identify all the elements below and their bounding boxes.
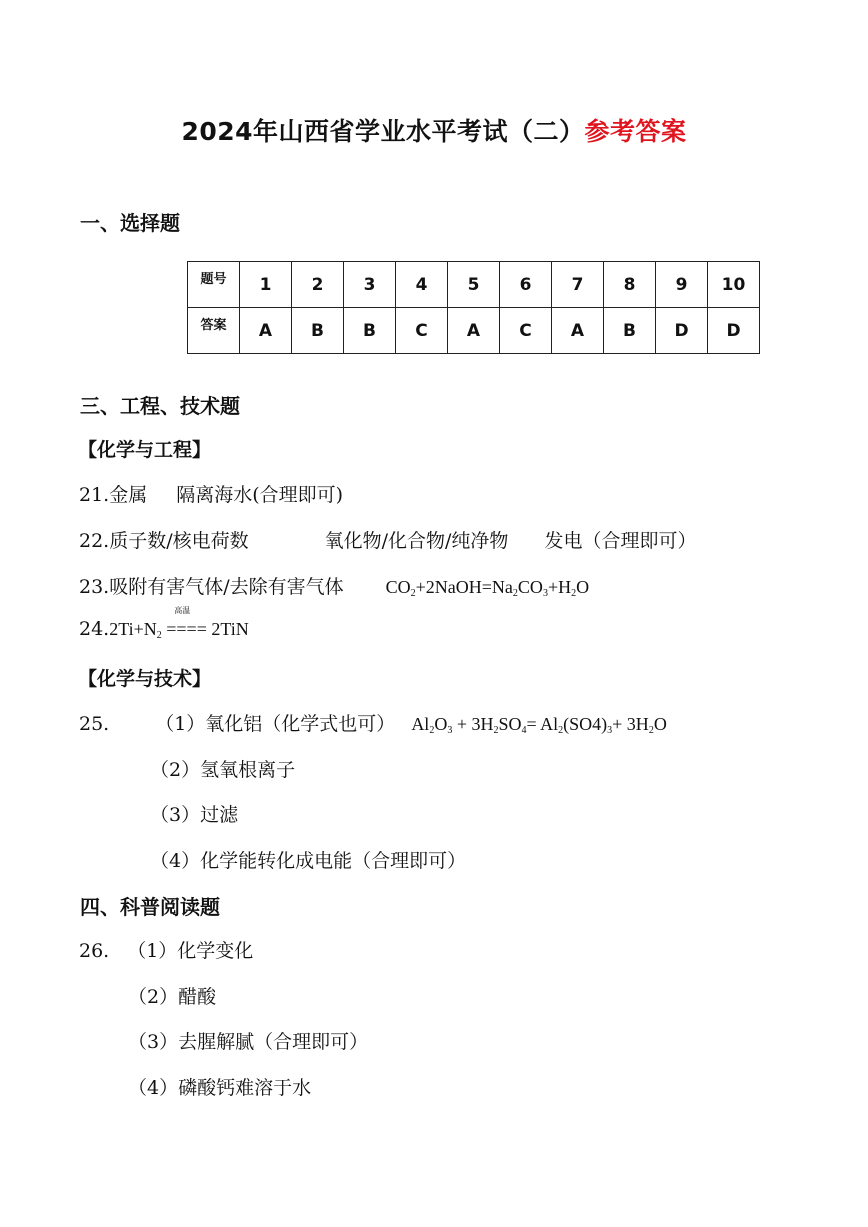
- answer-line-25-1: 25. （1）氧化铝（化学式也可） $Al_2O_3 + 3H_2SO_4= Al_2(SO4)_3+ 3H_2O$: [79, 713, 667, 736]
- table-cell: 4: [396, 262, 448, 308]
- table-cell: 1: [240, 262, 292, 308]
- answer-line-25-2: （2）氢氧根离子: [150, 759, 296, 781]
- table-cell: 2: [292, 262, 344, 308]
- table-cell: 5: [448, 262, 500, 308]
- table-cell: 6: [500, 262, 552, 308]
- table-cell: B: [604, 308, 656, 354]
- table-cell: A: [448, 308, 500, 354]
- table-cell: A: [552, 308, 604, 354]
- answer-table: [187, 261, 760, 354]
- answer-line-24: $24.2Ti+N_2$ ==== 高温 2TiN: [79, 606, 249, 641]
- table-row-numbers: [188, 262, 760, 308]
- table-cell: 7: [552, 262, 604, 308]
- table-header-label: 题号: [188, 262, 240, 308]
- title-main: 2024年山西省学业水平考试（二）: [181, 117, 585, 146]
- answer-line-26-1: 26. （1）化学变化: [79, 940, 254, 962]
- section-engineering-heading: 三、工程、技术题: [80, 394, 240, 418]
- table-cell: D: [656, 308, 708, 354]
- section-reading-heading: 四、科普阅读题: [80, 895, 220, 919]
- answer-line-22: 22.质子数/核电荷数 氧化物/化合物/纯净物 发电（合理即可）: [79, 530, 697, 552]
- answer-line-25-3: （3）过滤: [150, 804, 239, 826]
- answer-line-25-4: （4）化学能转化成电能（合理即可）: [150, 850, 467, 872]
- answer-line-23: 23.吸附有害气体/去除有害气体 $CO_2+2NaOH=Na_2CO_3+H_2O$: [79, 576, 590, 599]
- table-cell: 3: [344, 262, 396, 308]
- table-cell: A: [240, 308, 292, 354]
- table-cell: C: [500, 308, 552, 354]
- subsection-chem-engineering: 【化学与工程】: [78, 439, 212, 461]
- table-cell: D: [708, 308, 760, 354]
- section-choice-heading: 一、选择题: [80, 211, 180, 235]
- table-cell: B: [292, 308, 344, 354]
- table-cell: 9: [656, 262, 708, 308]
- equation-co2-naoh: $CO_2+2NaOH=Na_2CO_3+H_2O$: [385, 577, 590, 599]
- table-row-answers: [188, 308, 760, 354]
- table-cell: C: [396, 308, 448, 354]
- answer-line-26-3: （3）去腥解腻（合理即可）: [128, 1031, 369, 1053]
- answer-line-21: 21.金属 隔离海水(合理即可): [79, 484, 344, 506]
- equation-ti-n2: $2Ti+N_2$ ==== 高温 2TiN: [109, 606, 249, 641]
- table-cell: 10: [708, 262, 760, 308]
- subsection-chem-technology: 【化学与技术】: [78, 668, 212, 690]
- table-answer-label: 答案: [188, 308, 240, 354]
- equation-al2o3-h2so4: $Al_2O_3 + 3H_2SO_4= Al_2(SO4)_3+ 3H_2O$: [411, 714, 667, 736]
- table-cell: B: [344, 308, 396, 354]
- answer-line-26-4: （4）磷酸钙难溶于水: [128, 1077, 312, 1099]
- title-accent: 参考答案: [584, 117, 687, 146]
- answer-line-26-2: （2）醋酸: [128, 986, 217, 1008]
- table-cell: 8: [604, 262, 656, 308]
- reaction-condition: 高温: [174, 606, 191, 615]
- page-title: [0, 112, 868, 148]
